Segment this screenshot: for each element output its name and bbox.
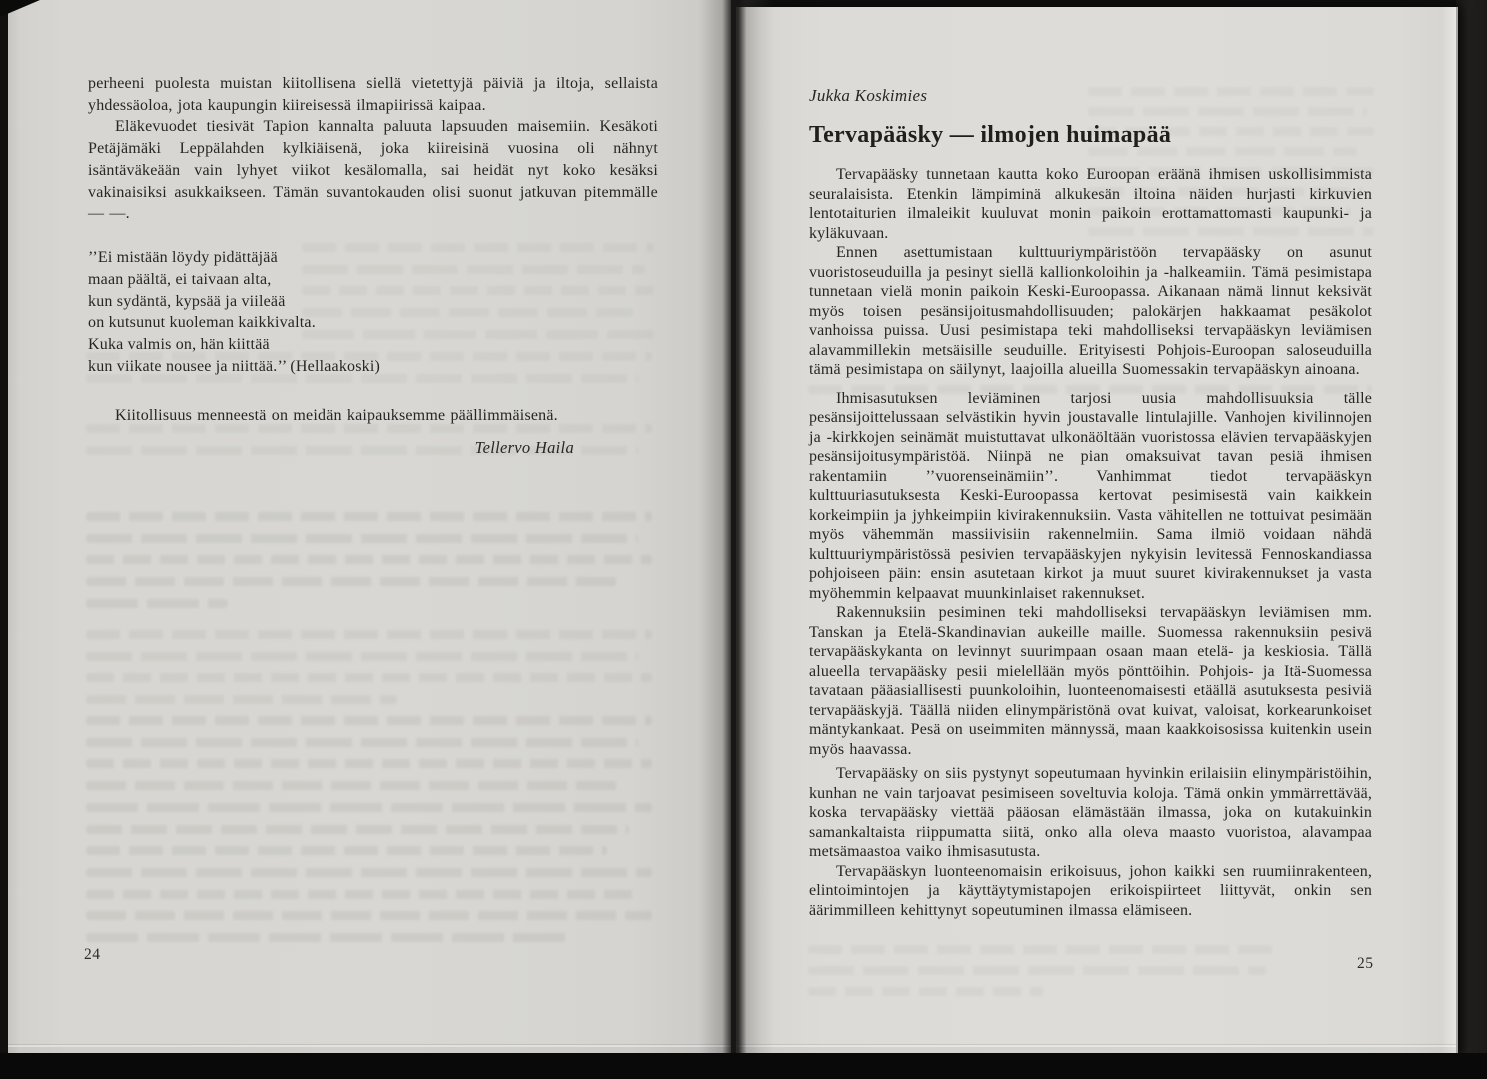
article-paragraph: Tervapääskyn luonteenomaisin erikoisuus, johon kaikki sen ruumiinrakenteen, elintoimintojen ja käyttäytymistapojen erikoispiirteet liittyvät, onkin sen äärimmilleen kehittynyt sopeutuminen ilmassa elämiseen.: [809, 862, 1372, 919]
ink-bleedthrough-line: [808, 966, 1266, 975]
ink-bleedthrough-line: [86, 846, 607, 855]
ink-bleedthrough-line: [86, 933, 567, 942]
left-page-text-block: [88, 73, 658, 459]
photo-corner-artifact: [0, 0, 40, 17]
right-page-text-block: [809, 85, 1372, 920]
ink-bleedthrough-line: [86, 803, 652, 812]
article-paragraph: Ennen asettumistaan kulttuuriympäristöön tervapääsky on asunut vuoristoseuduilla ja pesinyt siellä kallionkoloihin ja -halkeamiin. Tämä pesimistapa tunnetaan vielä monin paikoin Keski-Euroopassa. Aikanaan nämä linnut keksivät myös toisen pesänsijoitusmahdollisuuden; palokärjen hakkaamat pesäkolot vanhoissa puissa. Uusi pesimistapa teki mahdolliseksi tervapääskyn leviämisen alavammillekin metsäisille seuduille. Erityisesti Pohjois-Euroopan saloseuduilla tämä pesimistapa on säilynyt, laajoilla alueilla Suomessakin tervapääskyn ainoana.: [809, 244, 1372, 378]
ink-bleedthrough-line: [86, 512, 652, 521]
article-paragraph: Rakennuksiin pesiminen teki mahdolliseksi tervapääskyn leviämisen mm. Tanskan ja Etelä-Skandinavian aukeille maille. Suomessa rakennuksiin pesivä tervapääskykanta on levinnyt suurimpaan osaan maan etelä- ja keskiosia. Tällä alueella tervapääsky pesii mielellään myös pönttöihin. Pohjois- ja Itä-Suomessa tavataan pääasiallisesti puunkoloihin, luonteenomaisesti etäällä asutuksesta pesiviä tervapääskyjä. Täällä niiden elinympäristönä ovat kuivat, valoisat, korkearunkoiset mäntykankaat. Pesä on useimmiten männyssä, maan kaakkoisosissa kuitenkin usein myös haavassa.: [809, 604, 1372, 758]
ink-bleedthrough-line: [86, 652, 638, 661]
poem-line: kun sydäntä, kypsää ja viileää: [88, 292, 286, 310]
page-number: 24: [84, 946, 101, 963]
ink-bleedthrough-line: [86, 911, 652, 920]
poem-line: Kuka valmis on, hän kiittää: [88, 336, 270, 354]
book-page-left: [8, 0, 731, 1053]
article-author: Jukka Koskimies: [809, 86, 928, 105]
ink-bleedthrough-line: [86, 781, 618, 790]
poem-line: maan päältä, ei taivaan alta,: [88, 270, 272, 288]
poem-line: kun viikate nousee ja niittää.’’ (Hellaakoski): [88, 357, 381, 375]
ink-bleedthrough-line: [86, 695, 397, 704]
ink-bleedthrough-line: [86, 759, 652, 768]
ink-bleedthrough-line: [86, 716, 652, 725]
article-paragraph: Tervapääsky on siis pystynyt sopeutumaan hyvinkin erilaisiin elinympäristöihin, kunhan ne vain tarjoavat pesimiseen soveltuvia koloja. Tämä onkin ymmärrettävää, koska tervapääsky viettää pääosan elämästään ilmassa, joka on kutakuinkin samankaltaista riippumatta siitä, onko alla oleva maasto vuoristoa, alavampaa metsämaastoa vaiko ihmisasutusta.: [809, 765, 1372, 860]
closing-paragraph: Kiitollisuus menneestä on meidän kaipauksemme päällimmäisenä.: [115, 406, 558, 424]
paragraph: Eläkevuodet tiesivät Tapion kannalta paluuta lapsuuden maisemiin. Kesäkoti Petäjämäki Leppälahden kylkiäisenä, joka kiireisinä vuosina oli nähnyt isäntäväkeään vain lyhyet viikot kesälomalla, sai heidät nyt koko kesäksi vakinaisiksi asukkaikseen. Tämän suvantokauden olisi suonut jatkuvan pitemmälle — —.: [88, 118, 658, 223]
ink-bleedthrough-line: [86, 599, 228, 608]
ink-bleedthrough-line: [808, 987, 1043, 996]
ink-bleedthrough-line: [86, 738, 638, 747]
ink-bleedthrough-line: [86, 868, 652, 877]
article-paragraph: Tervapääsky tunnetaan kautta koko Euroopan eräänä ihmisen uskollisimmista seuralaisista. Etenkin lämpiminä alkukesän iltoina näiden hurjasti kirkuvien lentotaiturien ilmaleikit kuuluvat monin paikoin erottamattomasti kaupunki- ja kyläkuvaan.: [809, 166, 1372, 242]
photo-border-bottom: [0, 1053, 1487, 1079]
poem-quote: [88, 247, 658, 378]
ink-bleedthrough-line: [86, 630, 652, 639]
paragraph: perheeni puolesta muistan kiitollisena siellä vietettyjä päiviä ja iltoja, sellaista yhdessäoloa, jota kaupungin kiireisessä ilmapiirissä kaipaa.: [88, 75, 658, 114]
article-body: [809, 165, 1372, 920]
poem-line: on kutsunut kuoleman kaikkivalta.: [88, 314, 316, 332]
photo-border-right: [1456, 0, 1487, 1053]
page-number: 25: [1357, 955, 1374, 972]
author-attribution: Tellervo Haila: [474, 438, 574, 458]
book-page-right: [736, 7, 1456, 1053]
ink-bleedthrough-line: [86, 673, 652, 682]
ink-bleedthrough-line: [808, 945, 1278, 954]
ink-bleedthrough-line: [86, 577, 618, 586]
article-title: Tervapääsky — ilmojen huimapää: [809, 122, 1172, 148]
ink-bleedthrough-line: [86, 555, 652, 564]
ink-bleedthrough-line: [86, 890, 635, 899]
poem-line: ’’Ei mistään löydy pidättäjää: [88, 248, 278, 266]
ink-bleedthrough-line: [86, 825, 629, 834]
article-paragraph: Ihmisasutuksen leviäminen tarjosi uusia mahdollisuuksia tälle pesänsijoittelussaan selvästikin hyvin joustavalle lintulajille. Vanhojen kivilinnojen ja -kirkkojen seinämät muistuttavat ulkonäöltään vuoristossa elävien tervapääskyjen pesänsijoitusympäristöä. Niinpä ne pian omaksuivat tavan pesiä ihmisen rakentamiin ’’vuorenseinämiin’’. Vanhimmat tiedot tervapääskyn kulttuuriasutuksesta Keski-Euroopassa kertovat pesimisestä vain kaikkein korkeimpiin ja jyhkeimpiin kivirakennuksiin. Vasta vähitellen ne tottuivat pesimään myös vähemmän massiivisiin rakennelmiin. Sama ilmiö voidaan nähdä kulttuuriympäristössä pesivien tervapääskyjen nykyisin levitessä Fennoskandiassa pohjoiseen päin: ensin asutetaan kirkot ja muut suuret kivirakennukset ja vasta myöhemmin kelpaavat muunkinlaiset rakennukset.: [809, 389, 1372, 602]
ink-bleedthrough-line: [86, 534, 638, 543]
